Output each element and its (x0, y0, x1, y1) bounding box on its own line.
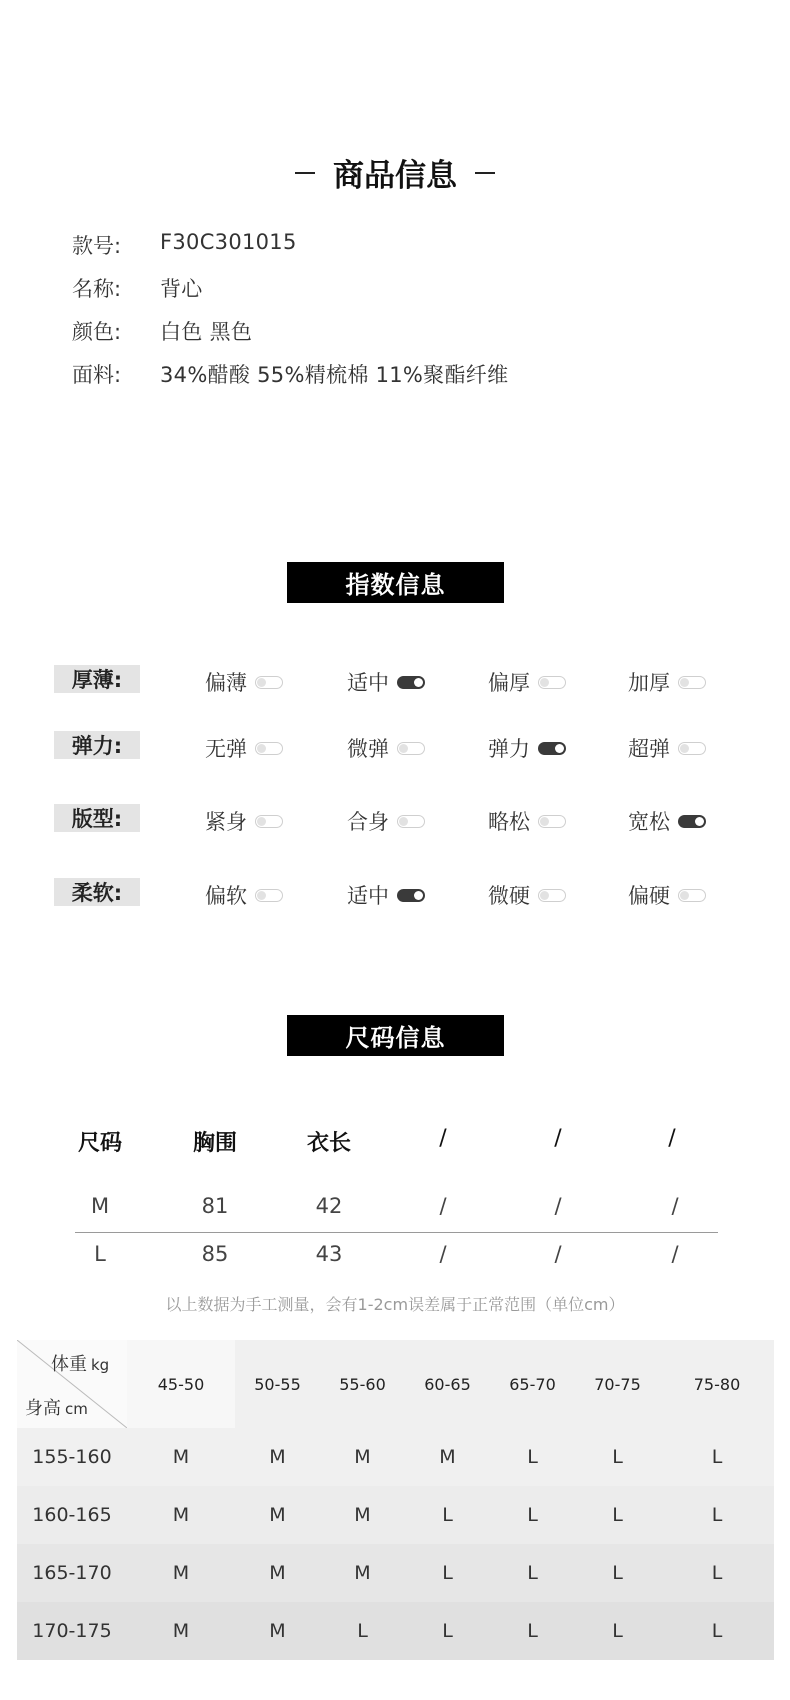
size-cell: 81 (201, 1194, 229, 1218)
index-option (628, 667, 706, 697)
size-recommendation: M (269, 1446, 286, 1468)
size-cell: / (671, 1194, 679, 1218)
size-recommendation: L (711, 1504, 723, 1526)
index-option (205, 880, 283, 910)
toggle-on-icon (538, 742, 566, 755)
size-info-header: 尺码信息 (287, 1015, 504, 1056)
size-header-blank: / (554, 1126, 562, 1151)
index-option (628, 733, 706, 763)
toggle-knob (680, 891, 689, 900)
index-option-label: 偏厚 (488, 671, 530, 695)
product-info-heading (0, 150, 790, 195)
size-cell: / (439, 1194, 447, 1218)
fit-table-header-row (17, 1340, 774, 1428)
index-option (628, 806, 706, 836)
weight-range: 70-75 (594, 1374, 641, 1394)
info-value: 34%醋酸 55%精梳棉 11%聚酯纤维 (160, 363, 509, 387)
toggle-off-icon (255, 815, 283, 828)
size-recommendation: M (172, 1504, 190, 1526)
toggle-knob (695, 817, 704, 826)
toggle-knob (414, 678, 423, 687)
fit-table-row (17, 1428, 774, 1486)
fit-table-body (17, 1428, 774, 1660)
height-range: 165-170 (32, 1562, 112, 1584)
size-recommendation: L (711, 1562, 723, 1584)
height-range: 170-175 (32, 1620, 112, 1642)
size-recommendation: L (527, 1620, 538, 1642)
size-recommendation: M (354, 1562, 371, 1584)
fit-table-row (17, 1602, 774, 1660)
toggle-knob (540, 678, 549, 687)
index-option-label: 偏薄 (205, 671, 247, 695)
toggle-knob (257, 678, 266, 687)
toggle-off-icon (397, 815, 425, 828)
size-recommendation: M (269, 1562, 286, 1584)
toggle-knob (414, 891, 423, 900)
toggle-off-icon (538, 889, 566, 902)
toggle-knob (399, 744, 408, 753)
index-option-label: 超弹 (628, 737, 670, 761)
size-recommendation: L (527, 1562, 538, 1584)
fit-table (17, 1340, 774, 1660)
index-option (488, 667, 566, 697)
size-recommendation: M (269, 1620, 286, 1642)
info-key: 面料: (72, 363, 122, 387)
weight-range: 50-55 (254, 1374, 301, 1394)
toggle-off-icon (397, 742, 425, 755)
size-recommendation: L (442, 1620, 453, 1642)
index-label-softness: 柔软: (54, 878, 140, 906)
info-key: 颜色: (72, 320, 122, 344)
size-cell: 43 (315, 1242, 343, 1266)
size-header-length: 衣长 (306, 1131, 351, 1156)
size-divider (75, 1232, 718, 1233)
size-recommendation: L (612, 1446, 623, 1468)
size-cell: M (90, 1194, 110, 1218)
info-row-style-no (72, 230, 297, 260)
measurement-note: 以上数据为手工测量，会有1-2cm误差属于正常范围（单位cm） (165, 1295, 625, 1314)
info-value: 白色 黑色 (160, 320, 253, 344)
size-cell: / (554, 1194, 562, 1218)
size-header-chest: 胸围 (192, 1131, 237, 1156)
index-option (347, 880, 425, 910)
size-cell: / (671, 1242, 679, 1266)
toggle-on-icon (397, 676, 425, 689)
size-recommendation: L (442, 1504, 453, 1526)
info-value: 背心 (160, 277, 203, 301)
index-option-label: 紧身 (205, 810, 247, 834)
index-option (205, 667, 283, 697)
fit-table-row (17, 1544, 774, 1602)
size-recommendation: M (354, 1446, 371, 1468)
product-info-title: 商品信息 (333, 158, 457, 194)
size-recommendation: L (711, 1446, 723, 1468)
size-cell: L (94, 1242, 106, 1266)
info-key: 款号: (72, 234, 122, 258)
index-option-label: 加厚 (628, 671, 670, 695)
weight-range: 45-50 (127, 1340, 235, 1428)
toggle-knob (680, 678, 689, 687)
toggle-off-icon (678, 889, 706, 902)
toggle-knob (257, 817, 266, 826)
toggle-knob (680, 744, 689, 753)
index-option (347, 806, 425, 836)
size-recommendation: L (442, 1562, 453, 1584)
toggle-off-icon (255, 742, 283, 755)
info-row-fabric (72, 359, 508, 389)
index-option (488, 880, 566, 910)
size-recommendation: L (612, 1562, 623, 1584)
size-header-blank: / (439, 1126, 447, 1151)
dash-left (295, 172, 315, 174)
toggle-knob (257, 744, 266, 753)
toggle-on-icon (397, 889, 425, 902)
size-recommendation: L (612, 1504, 623, 1526)
index-option-label: 微弹 (347, 737, 389, 761)
index-option (205, 806, 283, 836)
dash-right (475, 172, 495, 174)
size-header-blank: / (668, 1126, 676, 1151)
toggle-on-icon (678, 815, 706, 828)
index-option-label: 适中 (347, 884, 389, 908)
index-option-label: 微硬 (488, 884, 530, 908)
index-label-fit: 版型: (54, 804, 140, 832)
index-label-thickness: 厚薄: (54, 665, 140, 693)
toggle-off-icon (678, 676, 706, 689)
size-recommendation: M (354, 1504, 371, 1526)
size-recommendation: M (172, 1562, 190, 1584)
index-option-label: 弹力 (488, 737, 530, 761)
index-option (347, 733, 425, 763)
weight-range: 65-70 (509, 1374, 556, 1394)
index-info-header: 指数信息 (287, 562, 504, 603)
size-recommendation: M (172, 1620, 190, 1642)
info-key: 名称: (72, 277, 122, 301)
index-option-label: 合身 (347, 810, 389, 834)
index-option-label: 无弹 (205, 737, 247, 761)
size-cell: / (554, 1242, 562, 1266)
toggle-knob (540, 817, 549, 826)
height-range: 160-165 (32, 1504, 112, 1526)
size-cell: 85 (201, 1242, 229, 1266)
fit-table-row (17, 1486, 774, 1544)
height-range: 155-160 (32, 1446, 112, 1468)
toggle-knob (555, 744, 564, 753)
size-recommendation: L (527, 1446, 538, 1468)
index-option (205, 733, 283, 763)
size-header-size: 尺码 (77, 1131, 122, 1156)
index-option (488, 733, 566, 763)
index-option-label: 偏软 (205, 884, 247, 908)
toggle-knob (540, 891, 549, 900)
size-recommendation: M (439, 1446, 456, 1468)
info-row-color (72, 316, 252, 346)
height-label: 身高 cm (25, 1398, 88, 1419)
index-label-elasticity: 弹力: (54, 731, 140, 759)
toggle-off-icon (678, 742, 706, 755)
toggle-off-icon (255, 676, 283, 689)
size-recommendation: L (357, 1620, 368, 1642)
index-option-label: 适中 (347, 671, 389, 695)
index-option (347, 667, 425, 697)
index-option-label: 宽松 (628, 810, 670, 834)
toggle-knob (257, 891, 266, 900)
weight-label: 体重 kg (51, 1354, 110, 1375)
toggle-off-icon (255, 889, 283, 902)
info-value: F30C301015 (160, 230, 297, 254)
size-recommendation: M (269, 1504, 286, 1526)
fit-table-corner (17, 1340, 127, 1428)
index-option (488, 806, 566, 836)
info-row-name (72, 273, 203, 303)
index-option-label: 偏硬 (628, 884, 670, 908)
weight-range: 60-65 (424, 1374, 471, 1394)
index-option (628, 880, 706, 910)
size-recommendation: L (527, 1504, 538, 1526)
size-cell: / (439, 1242, 447, 1266)
size-cell: 42 (315, 1194, 343, 1218)
toggle-off-icon (538, 676, 566, 689)
size-recommendation: L (612, 1620, 623, 1642)
toggle-off-icon (538, 815, 566, 828)
size-recommendation: L (711, 1620, 723, 1642)
weight-range: 55-60 (339, 1374, 386, 1394)
size-recommendation: M (172, 1446, 190, 1468)
weight-range: 75-80 (693, 1374, 741, 1394)
toggle-knob (399, 817, 408, 826)
index-option-label: 略松 (488, 810, 530, 834)
